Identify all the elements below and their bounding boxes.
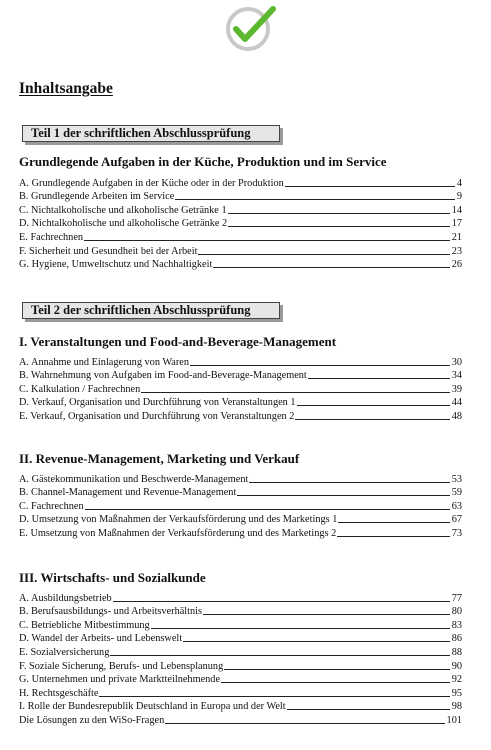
toc-entry-page: 9: [456, 191, 462, 203]
toc-leader-line: [84, 240, 450, 241]
section-title: Grundlegende Aufgaben in der Küche, Produktion und im Service: [19, 154, 387, 169]
toc-entry-page: 39: [451, 383, 462, 395]
toc-entry: [19, 512, 462, 526]
toc-entry-label: E. Sozialversicherung: [19, 646, 110, 658]
toc-leader-line: [99, 696, 449, 697]
toc-entry-page: 30: [451, 356, 462, 368]
toc-entry: [19, 631, 462, 645]
toc-entry-label: F. Sicherheit und Gesundheit bei der Arbeit: [19, 245, 198, 257]
toc-entry-label: E. Verkauf, Organisation und Durchführung von Veranstaltungen 2: [19, 410, 295, 422]
toc-entry: [19, 202, 462, 216]
toc-entry-label: B. Wahrnehmung von Aufgaben im Food-and-Beverage-Management: [19, 370, 307, 382]
section-title: I. Veranstaltungen und Food-and-Beverage-Management: [19, 334, 337, 349]
toc-entry-label: A. Annahme und Einlagerung von Waren: [19, 356, 189, 368]
toc-entry-page: 88: [451, 646, 462, 658]
toc-leader-line: [297, 405, 450, 406]
toc-entry-label: A. Grundlegende Aufgaben in der Küche oder in der Produktion: [19, 177, 284, 189]
toc-leader-line: [285, 186, 455, 187]
toc-entry-page: 4: [456, 177, 462, 189]
toc-entry: [19, 354, 462, 368]
toc-entry: [19, 617, 462, 631]
toc-leader-line: [151, 628, 450, 629]
toc-leader-line: [110, 655, 449, 656]
toc-entry: [19, 189, 462, 203]
toc-entry-label: C. Betriebliche Mitbestimmung: [19, 619, 150, 631]
toc-entry-page: 26: [451, 259, 462, 271]
toc-list: [19, 354, 462, 422]
toc-entry-label: G. Unternehmen und private Marktteilnehmende: [19, 674, 221, 686]
toc-entry-page: 101: [446, 714, 462, 726]
toc-entry-page: 95: [451, 687, 462, 699]
toc-entry: [19, 408, 462, 422]
toc-entry-label: H. Rechtsgeschäfte: [19, 687, 99, 699]
toc-entry-label: A. Gästekommunikation und Beschwerde-Management: [19, 473, 249, 485]
toc-entry-label: B. Berufsausbildungs- und Arbeitsverhältnis: [19, 606, 203, 618]
toc-entry: [19, 685, 462, 699]
toc-entry-label: D. Umsetzung von Maßnahmen der Verkaufsförderung und des Marketings 1: [19, 514, 338, 526]
toc-leader-line: [221, 682, 450, 683]
toc-entry-page: 59: [451, 487, 462, 499]
toc-entry-label: G. Hygiene, Umweltschutz und Nachhaltigkeit: [19, 259, 213, 271]
toc-entry: [19, 243, 462, 257]
toc-entry-page: 77: [451, 592, 462, 604]
toc-entry-label: C. Kalkulation / Fachrechnen: [19, 383, 141, 395]
toc-entry-label: E. Fachrechnen: [19, 231, 84, 243]
toc-entry-page: 21: [451, 231, 462, 243]
toc-leader-line: [190, 365, 450, 366]
toc-entry-page: 92: [451, 674, 462, 686]
page-title: Inhaltsangabe: [19, 80, 113, 97]
toc-entry-label: C. Nichtalkoholische und alkoholische Getränke 1: [19, 204, 227, 216]
toc-entry-page: 63: [451, 500, 462, 512]
toc-leader-line: [308, 378, 450, 379]
toc-list: [19, 175, 462, 270]
check-mark-icon: [223, 4, 277, 52]
toc-entry-label: C. Fachrechnen: [19, 500, 84, 512]
toc-entry: [19, 257, 462, 271]
toc-entry-label: I. Rolle der Bundesrepublik Deutschland in Europa und der Welt: [19, 701, 286, 713]
toc-entry-page: 17: [451, 218, 462, 230]
toc-entry: [19, 395, 462, 409]
toc-entry-page: 83: [451, 619, 462, 631]
section-title: III. Wirtschafts- und Sozialkunde: [19, 570, 206, 585]
toc-leader-line: [337, 536, 449, 537]
toc-entry-page: 86: [451, 633, 462, 645]
toc-entry-page: 14: [451, 204, 462, 216]
toc-entry-label: Die Lösungen zu den WiSo-Fragen: [19, 714, 165, 726]
toc-leader-line: [228, 213, 450, 214]
toc-entry-page: 23: [451, 245, 462, 257]
toc-leader-line: [228, 226, 450, 227]
toc-entry: [19, 590, 462, 604]
toc-leader-line: [287, 709, 450, 710]
toc-leader-line: [224, 669, 449, 670]
toc-leader-line: [113, 601, 450, 602]
toc-leader-line: [249, 482, 449, 483]
toc-leader-line: [213, 267, 449, 268]
toc-entry-page: 98: [451, 701, 462, 713]
toc-entry: [19, 381, 462, 395]
toc-entry-page: 73: [451, 527, 462, 539]
toc-entry: [19, 658, 462, 672]
toc-leader-line: [183, 641, 450, 642]
toc-leader-line: [203, 614, 450, 615]
toc-entry-page: 48: [451, 410, 462, 422]
toc-entry-label: F. Soziale Sicherung, Berufs- und Lebensplanung: [19, 660, 224, 672]
toc-leader-line: [237, 495, 449, 496]
toc-leader-line: [85, 509, 450, 510]
toc-entry-page: 90: [451, 660, 462, 672]
toc-entry-label: E. Umsetzung von Maßnahmen der Verkaufsförderung und des Marketings 2: [19, 527, 337, 539]
toc-leader-line: [295, 419, 449, 420]
toc-entry: [19, 175, 462, 189]
part-1-heading: Teil 1 der schriftlichen Abschlussprüfung: [22, 125, 280, 142]
toc-leader-line: [175, 199, 455, 200]
toc-entry-page: 44: [451, 397, 462, 409]
toc-entry-page: 67: [451, 514, 462, 526]
toc-leader-line: [165, 723, 444, 724]
toc-entry-label: D. Verkauf, Organisation und Durchführung von Veranstaltungen 1: [19, 397, 296, 409]
toc-entry: [19, 699, 462, 713]
toc-leader-line: [141, 392, 449, 393]
toc-entry-label: B. Channel-Management und Revenue-Management: [19, 487, 237, 499]
part-2-heading: Teil 2 der schriftlichen Abschlussprüfung: [22, 302, 280, 319]
toc-entry-label: A. Ausbildungsbetrieb: [19, 592, 112, 604]
toc-entry: [19, 644, 462, 658]
toc-entry: [19, 712, 462, 726]
toc-entry: [19, 471, 462, 485]
toc-entry: [19, 672, 462, 686]
toc-entry: [19, 229, 462, 243]
toc-entry: [19, 525, 462, 539]
toc-entry-page: 80: [451, 606, 462, 618]
check-logo: [223, 4, 277, 52]
toc-entry-label: D. Nichtalkoholische und alkoholische Getränke 2: [19, 218, 228, 230]
toc-entry: [19, 604, 462, 618]
toc-list: [19, 471, 462, 539]
toc-entry: [19, 368, 462, 382]
toc-entry-label: D. Wandel der Arbeits- und Lebenswelt: [19, 633, 183, 645]
toc-entry: [19, 216, 462, 230]
toc-entry-label: B. Grundlegende Arbeiten im Service: [19, 191, 175, 203]
section-title: II. Revenue-Management, Marketing und Verkauf: [19, 451, 300, 466]
toc-entry: [19, 498, 462, 512]
toc-entry: [19, 485, 462, 499]
toc-list: [19, 590, 462, 726]
toc-entry-page: 53: [451, 473, 462, 485]
toc-leader-line: [338, 522, 449, 523]
toc-entry-page: 34: [451, 370, 462, 382]
toc-leader-line: [198, 254, 449, 255]
